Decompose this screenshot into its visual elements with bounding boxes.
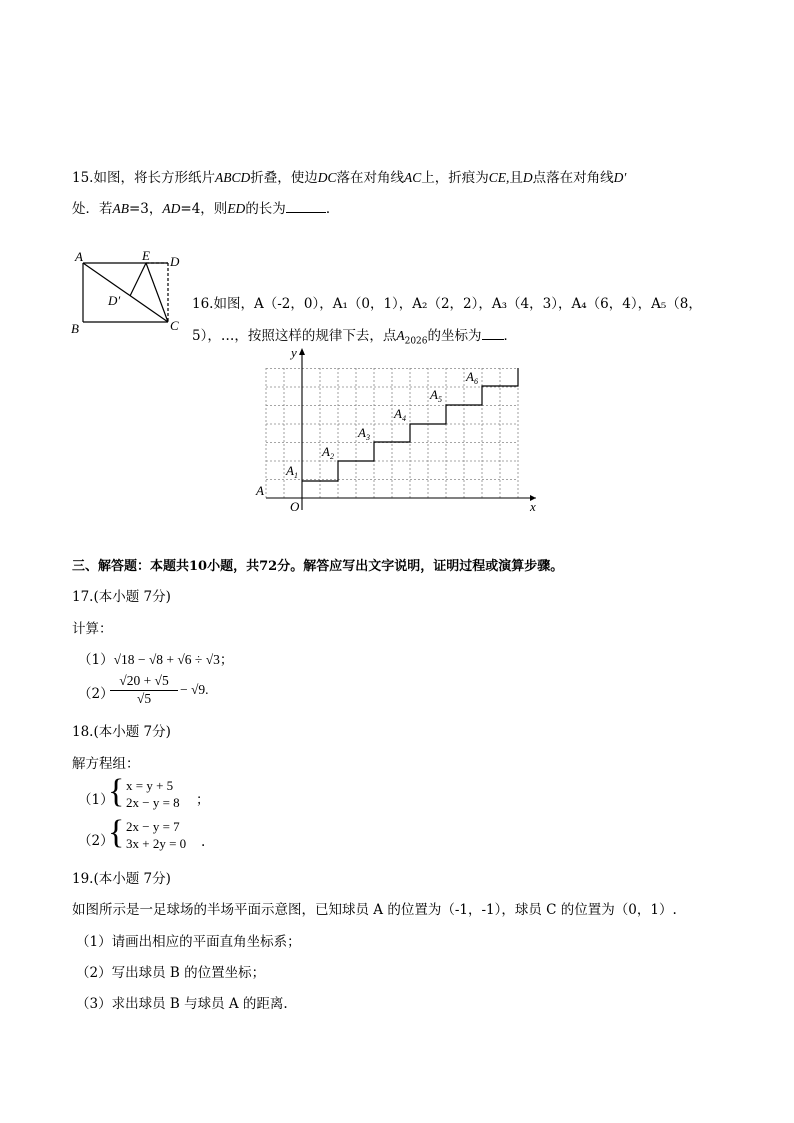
q17-expr1: √18 − √8 + √6 ÷ √3 (113, 652, 220, 667)
point-label-a5: $A_5$ (430, 387, 442, 404)
q15-text: 点落在对角线 (532, 170, 614, 186)
q15-text: ． (325, 201, 340, 217)
q16-subscript: 2026 (404, 336, 428, 347)
diagonal-ac (83, 263, 168, 322)
part-label: （1） (78, 652, 114, 668)
fraction-numerator: √20 + √5 (110, 673, 178, 691)
q18-part1-end: ； (196, 792, 210, 808)
q15-dprime: D′ (613, 170, 627, 185)
fraction-denominator: √5 (136, 691, 152, 706)
segment-ed-prime (130, 263, 146, 296)
q15-d: D (522, 170, 533, 185)
q15-text: =4，则 (180, 201, 228, 217)
point-label-subscript: 3 (365, 433, 370, 442)
point-label-subscript: 2 (329, 452, 334, 461)
point-label-a2: $A_2$ (322, 444, 334, 461)
section-score: 72 (259, 559, 278, 574)
grid (266, 368, 518, 498)
label-d-prime: D′ (108, 293, 121, 308)
q18-part1-label: （1） (78, 792, 114, 808)
point-a-label: A (256, 483, 264, 498)
q16-text: 的坐标为 (427, 328, 482, 344)
equation: 2x − y = 8 (126, 795, 180, 810)
q15-text: 且 (509, 170, 523, 186)
q16-text: 5），…，按照这样的规律下去，点 (192, 328, 397, 344)
q16-staircase-figure (252, 344, 542, 516)
point-label-subscript: 4 (401, 414, 406, 423)
point-label-a6: $A_6$ (466, 369, 478, 386)
q17-expr2-rest: − √9 (180, 682, 206, 697)
q18-part2-label: （2） (78, 833, 114, 849)
q18-part2-end: . (201, 834, 206, 850)
q17-part1 (78, 648, 233, 668)
q18-intro: 解方程组： (72, 756, 140, 772)
label-d: D (170, 254, 180, 269)
q19-part1: （1）请画出相应的平面直角坐标系； (76, 934, 301, 950)
q15-text: =3， (129, 201, 163, 217)
point-label-a3: $A_3$ (358, 425, 370, 442)
point-labels (285, 369, 478, 480)
q17-fraction (110, 673, 178, 707)
q17-part2-label: （2） (78, 686, 114, 702)
label-a: A (75, 249, 83, 264)
q15-abcd: ABCD (214, 170, 251, 185)
q18-system1 (126, 777, 180, 811)
q19-intro: 如图所示是一足球场的半场平面示意图，已知球员 A 的位置为（-1，-1），球员 C 的位置为（0，1）. (72, 902, 677, 918)
answer-blank[interactable] (482, 327, 504, 340)
q19-part3: （3）求出球员 B 与球员 A 的距离. (76, 996, 288, 1012)
q19-heading: 19.(本小题 7分) (72, 871, 171, 887)
origin-label: O (290, 499, 300, 514)
q15-ab: AB (112, 201, 129, 216)
answer-blank[interactable] (286, 200, 326, 213)
q17-heading: 17.(本小题 7分) (72, 589, 171, 605)
label-b: B (71, 321, 79, 336)
q15-ad: AD (162, 201, 181, 216)
q15-text: 折叠，使边 (250, 170, 318, 186)
y-axis-arrow-icon (299, 348, 305, 355)
point-label-subscript: 1 (293, 471, 298, 480)
q15-rectangle-figure (66, 248, 191, 336)
point-label-subscript: 5 (437, 395, 442, 404)
q15-ce: CE, (488, 170, 510, 185)
q15-line1 (72, 166, 626, 186)
section-count: 10 (189, 559, 208, 574)
section-text: 分。解答应写出文字说明，证明过程或演算步骤。 (277, 559, 564, 574)
section-text: 小题，共 (207, 559, 260, 574)
q15-text: 落在对角线 (336, 170, 404, 186)
q15-line2 (72, 197, 339, 217)
brace-icon: { (108, 773, 125, 810)
point-label-a1: $A_1$ (286, 463, 298, 480)
equation: 2x − y = 7 (126, 819, 180, 834)
label-e: E (142, 248, 150, 263)
section-text: 三、解答题：本题共 (72, 559, 190, 574)
q16-text: ． (503, 328, 517, 344)
q15-text: 处．若 (72, 201, 113, 217)
q18-system2 (126, 818, 186, 852)
point-label-subscript: 6 (473, 377, 478, 386)
fold-ce (146, 263, 168, 322)
x-label: x (530, 499, 536, 514)
q15-text: 15.如图，将长方形纸片 (72, 170, 215, 186)
q16-line1: 16.如图，A（-2，0），A₁（0，1），A₂（2，2），A₃（4，3），A₄（6，4），A₅（8， (192, 296, 702, 312)
q19-part2: （2）写出球员 B 的位置坐标； (76, 965, 266, 981)
q16-a: A (396, 328, 405, 343)
label-c: C (170, 318, 179, 333)
q18-heading: 18.(本小题 7分) (72, 724, 171, 740)
q15-dc: DC (317, 170, 337, 185)
section-3-heading (72, 555, 563, 574)
q15-ed: ED (227, 201, 246, 216)
point-label-a4: $A_4$ (394, 406, 406, 423)
q17-text: . (205, 682, 209, 697)
q17-text: ； (219, 652, 234, 668)
equation: 3x + 2y = 0 (126, 836, 187, 851)
q17-part2-rest (180, 682, 209, 698)
q17-intro: 计算： (72, 621, 113, 637)
y-label: y (291, 345, 297, 360)
q15-ac: AC (404, 170, 422, 185)
brace-icon: { (108, 814, 125, 851)
equation: x = y + 5 (126, 778, 174, 793)
q15-text: 的长为 (245, 201, 286, 217)
q15-text: 上，折痕为 (421, 170, 489, 186)
